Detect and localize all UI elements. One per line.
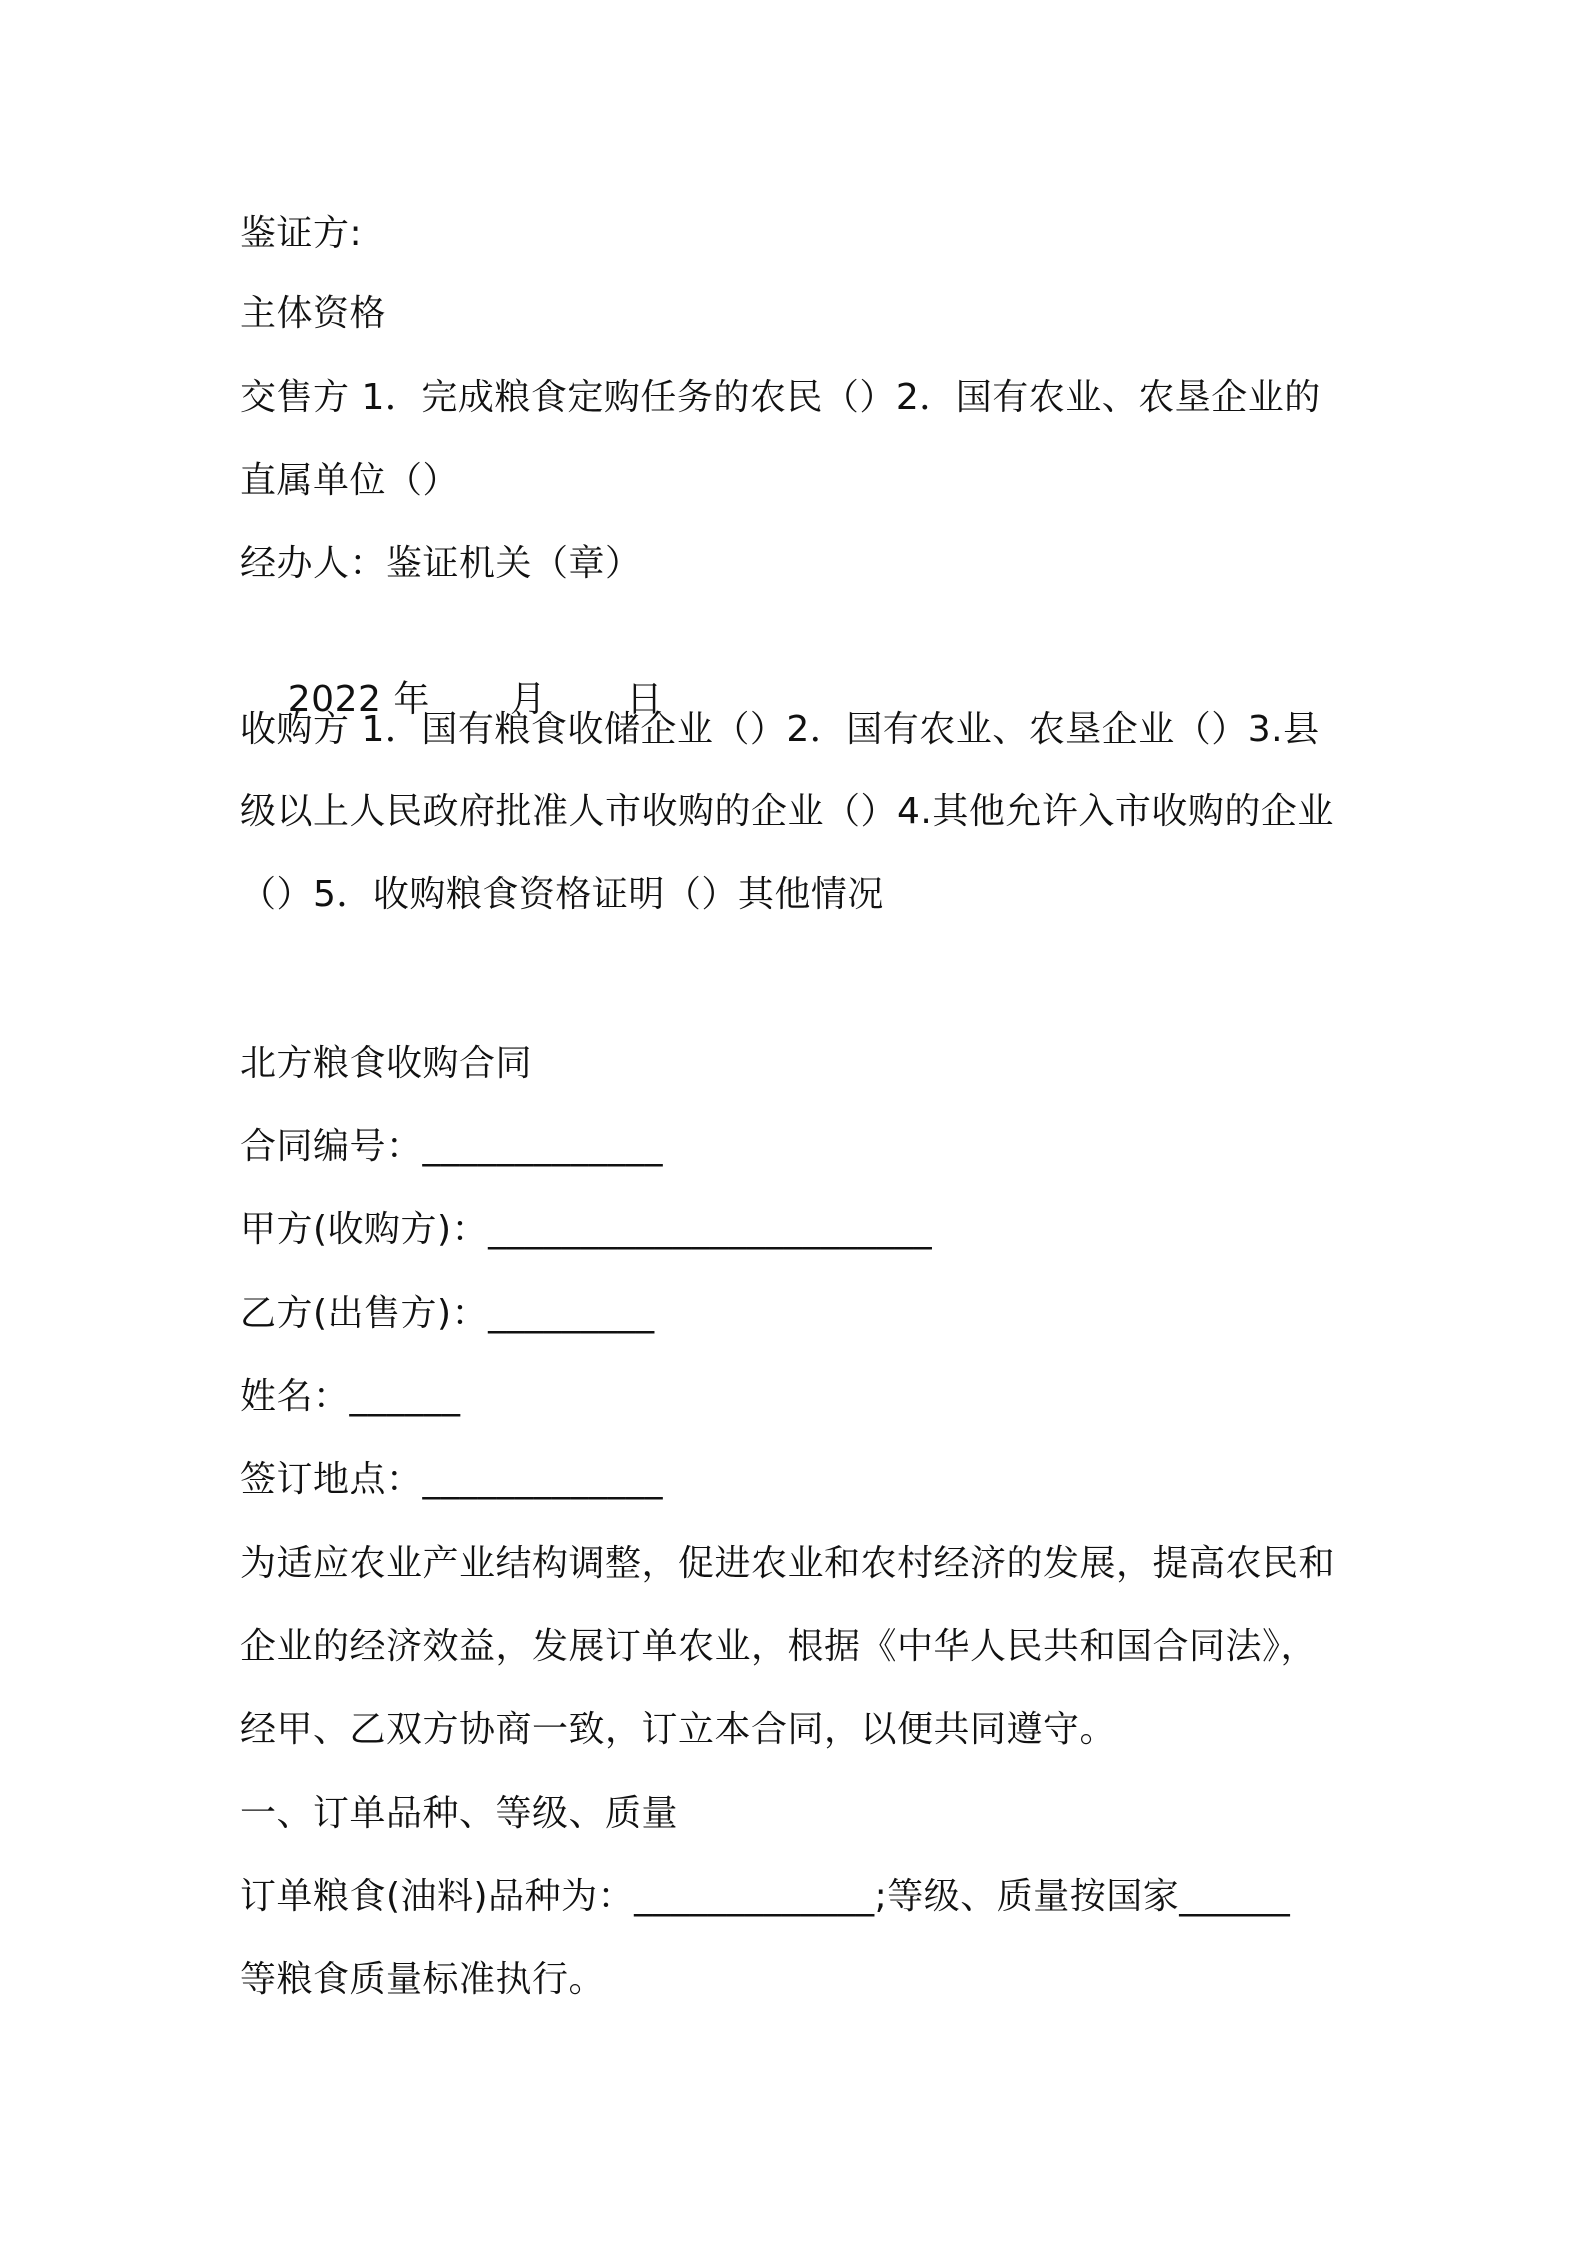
clause-1-line-1: 订单粮食(油料)品种为：_____________;等级、质量按国家______ [240,1876,1291,1917]
seller-qualification-line-1: 交售方 1．完成粮食定购任务的农民（）2．国有农业、农垦企业的 [240,377,1321,418]
party-b-field: 乙方(出售方)：_________ [240,1293,655,1334]
intro-paragraph-line-1: 为适应农业产业结构调整，促进农业和农村经济的发展，提高农民和 [240,1543,1336,1584]
date-day: 日 [626,679,663,720]
seller-qualification-line-2: 直属单位（） [240,460,460,501]
qualification-heading: 主体资格 [240,293,387,334]
party-a-field: 甲方(收购方)：________________________ [240,1209,933,1250]
contract-title: 北方粮食收购合同 [240,1043,533,1084]
clause-1-line-2: 等粮食质量标准执行。 [240,1959,606,2000]
verifier-label: 鉴证方: [240,213,363,254]
contract-number-field: 合同编号：_____________ [240,1126,664,1167]
name-field: 姓名：______ [240,1376,461,1417]
buyer-qualification-line-1: 收购方 1．国有粮食收储企业（）2．国有农业、农垦企业（）3.县 [240,709,1320,750]
intro-paragraph-line-2: 企业的经济效益，发展订单农业，根据《中华人民共和国合同法》， [240,1626,1318,1667]
signing-place-field: 签订地点：_____________ [240,1459,664,1500]
clause-1-heading: 一、订单品种、等级、质量 [240,1793,679,1834]
buyer-qualification-line-2: 级以上人民政府批准人市收购的企业（）4.其他允许入市收购的企业 [240,791,1334,832]
handler-line: 经办人：鉴证机关（章） [240,543,642,584]
date-year: 2022 年 [287,679,430,720]
intro-paragraph-line-3: 经甲、乙双方协商一致，订立本合同，以便共同遵守。 [240,1709,1117,1750]
buyer-qualification-line-3: （）5．收购粮食资格证明（）其他情况 [240,874,884,915]
date-month: 月 [509,679,547,720]
